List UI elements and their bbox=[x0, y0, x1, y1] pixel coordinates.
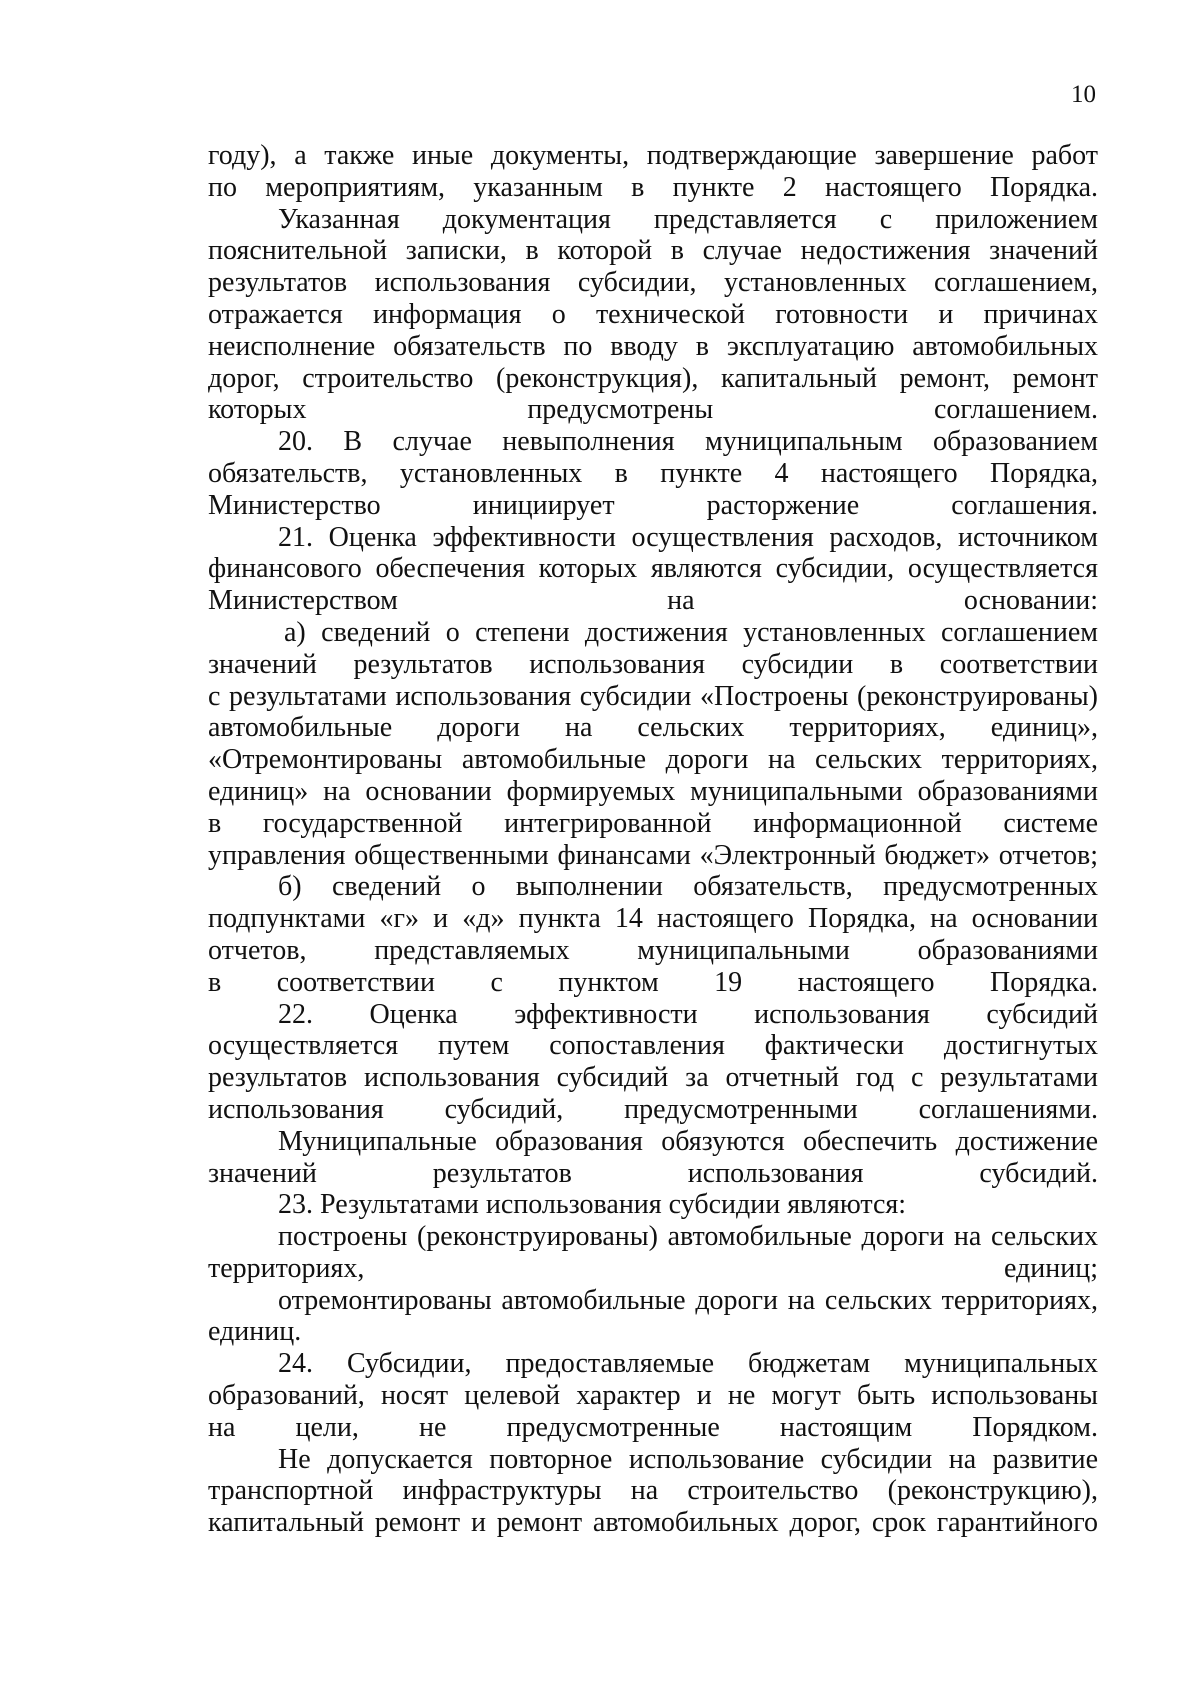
text-line: значений результатов использования субсидии в соответствии bbox=[208, 648, 1098, 680]
paragraph-23 bbox=[208, 1189, 1098, 1221]
text-line: значений результатов использования субсидий. bbox=[208, 1157, 1098, 1189]
text-line: капитальный ремонт и ремонт автомобильных дорог, срок гарантийного bbox=[208, 1507, 1098, 1539]
paragraph-24 bbox=[208, 1348, 1098, 1443]
text-line: подпунктами «г» и «д» пункта 14 настоящего Порядка, на основании bbox=[208, 903, 1098, 935]
text-line: использования субсидий, предусмотренными соглашениями. bbox=[208, 1093, 1098, 1125]
paragraph-21-b bbox=[208, 871, 1098, 998]
paragraph-21 bbox=[208, 522, 1098, 617]
paragraph-documentation bbox=[208, 204, 1098, 427]
text-line: неисполнение обязательств по вводу в эксплуатацию автомобильных bbox=[208, 330, 1098, 362]
paragraph-23-repaired bbox=[208, 1285, 1098, 1349]
document-body bbox=[208, 140, 1098, 1539]
page-number: 10 bbox=[1071, 81, 1096, 108]
text-line: 20. В случае невыполнения муниципальным образованием bbox=[278, 426, 1098, 458]
text-line: транспортной инфраструктуры на строительство (реконструкцию), bbox=[208, 1475, 1098, 1507]
text-line: с результатами использования субсидии «Построены (реконструированы) bbox=[208, 680, 1098, 712]
text-line: Министерство инициирует расторжение соглашения. bbox=[208, 489, 1098, 521]
text-line: а) сведений о степени достижения установленных соглашением bbox=[284, 616, 1098, 648]
text-line: пояснительной записки, в которой в случае недостижения значений bbox=[208, 235, 1098, 267]
text-line: осуществляется путем сопоставления фактически достигнутых bbox=[208, 1030, 1098, 1062]
text-line: управления общественными финансами «Электронный бюджет» отчетов; bbox=[208, 839, 1098, 871]
text-line: финансового обеспечения которых являются субсидии, осуществляется bbox=[208, 553, 1098, 585]
text-line: которых предусмотрены соглашением. bbox=[208, 394, 1098, 426]
text-line: Министерством на основании: bbox=[208, 585, 1098, 617]
text-line: построены (реконструированы) автомобильные дороги на сельских bbox=[278, 1221, 1098, 1253]
paragraph-23-built bbox=[208, 1221, 1098, 1285]
text-line: году), а также иные документы, подтверждающие завершение работ bbox=[208, 140, 1098, 171]
paragraph-21-a bbox=[208, 617, 1098, 871]
text-line: Не допускается повторное использование субсидии на развитие bbox=[278, 1443, 1098, 1475]
text-line: результатов использования субсидий за отчетный год с результатами bbox=[208, 1062, 1098, 1094]
text-line: образований, носят целевой характер и не могут быть использованы bbox=[208, 1380, 1098, 1412]
text-line: отремонтированы автомобильные дороги на сельских территориях, bbox=[278, 1284, 1098, 1316]
text-line: дорог, строительство (реконструкция), капитальный ремонт, ремонт bbox=[208, 362, 1098, 394]
text-line: по мероприятиям, указанным в пункте 2 настоящего Порядка. bbox=[208, 171, 1098, 203]
text-line: на цели, не предусмотренные настоящим Порядком. bbox=[208, 1411, 1098, 1443]
text-line: единиц» на основании формируемых муниципальными образованиями bbox=[208, 775, 1098, 807]
text-line: территориях, единиц; bbox=[208, 1252, 1098, 1284]
text-line: автомобильные дороги на сельских территориях, единиц», bbox=[208, 712, 1098, 744]
text-line: в государственной интегрированной информационной системе bbox=[208, 807, 1098, 839]
paragraph-20 bbox=[208, 426, 1098, 521]
text-line: «Отремонтированы автомобильные дороги на сельских территориях, bbox=[208, 744, 1098, 776]
text-line: б) сведений о выполнении обязательств, предусмотренных bbox=[278, 871, 1098, 903]
text-line: в соответствии с пунктом 19 настоящего Порядка. bbox=[208, 966, 1098, 998]
text-line: 22. Оценка эффективности использования субсидий bbox=[278, 998, 1098, 1030]
paragraph-prohibition bbox=[208, 1444, 1098, 1539]
text-line: 24. Субсидии, предоставляемые бюджетам муниципальных bbox=[278, 1348, 1098, 1380]
paragraph-continuation bbox=[208, 140, 1098, 204]
text-line: отчетов, представляемых муниципальными образованиями bbox=[208, 934, 1098, 966]
text-line: обязательств, установленных в пункте 4 настоящего Порядка, bbox=[208, 457, 1098, 489]
text-line: результатов использования субсидии, установленных соглашением, bbox=[208, 267, 1098, 299]
text-line: отражается информация о технической готовности и причинах bbox=[208, 298, 1098, 330]
text-line: 21. Оценка эффективности осуществления расходов, источником bbox=[278, 521, 1098, 553]
text-line: Муниципальные образования обязуются обеспечить достижение bbox=[278, 1125, 1098, 1157]
paragraph-obligations bbox=[208, 1126, 1098, 1190]
text-line: Указанная документация представляется с приложением bbox=[278, 203, 1098, 235]
text-line: единиц. bbox=[208, 1316, 302, 1348]
paragraph-22 bbox=[208, 999, 1098, 1126]
text-line: 23. Результатами использования субсидии являются: bbox=[278, 1189, 907, 1221]
